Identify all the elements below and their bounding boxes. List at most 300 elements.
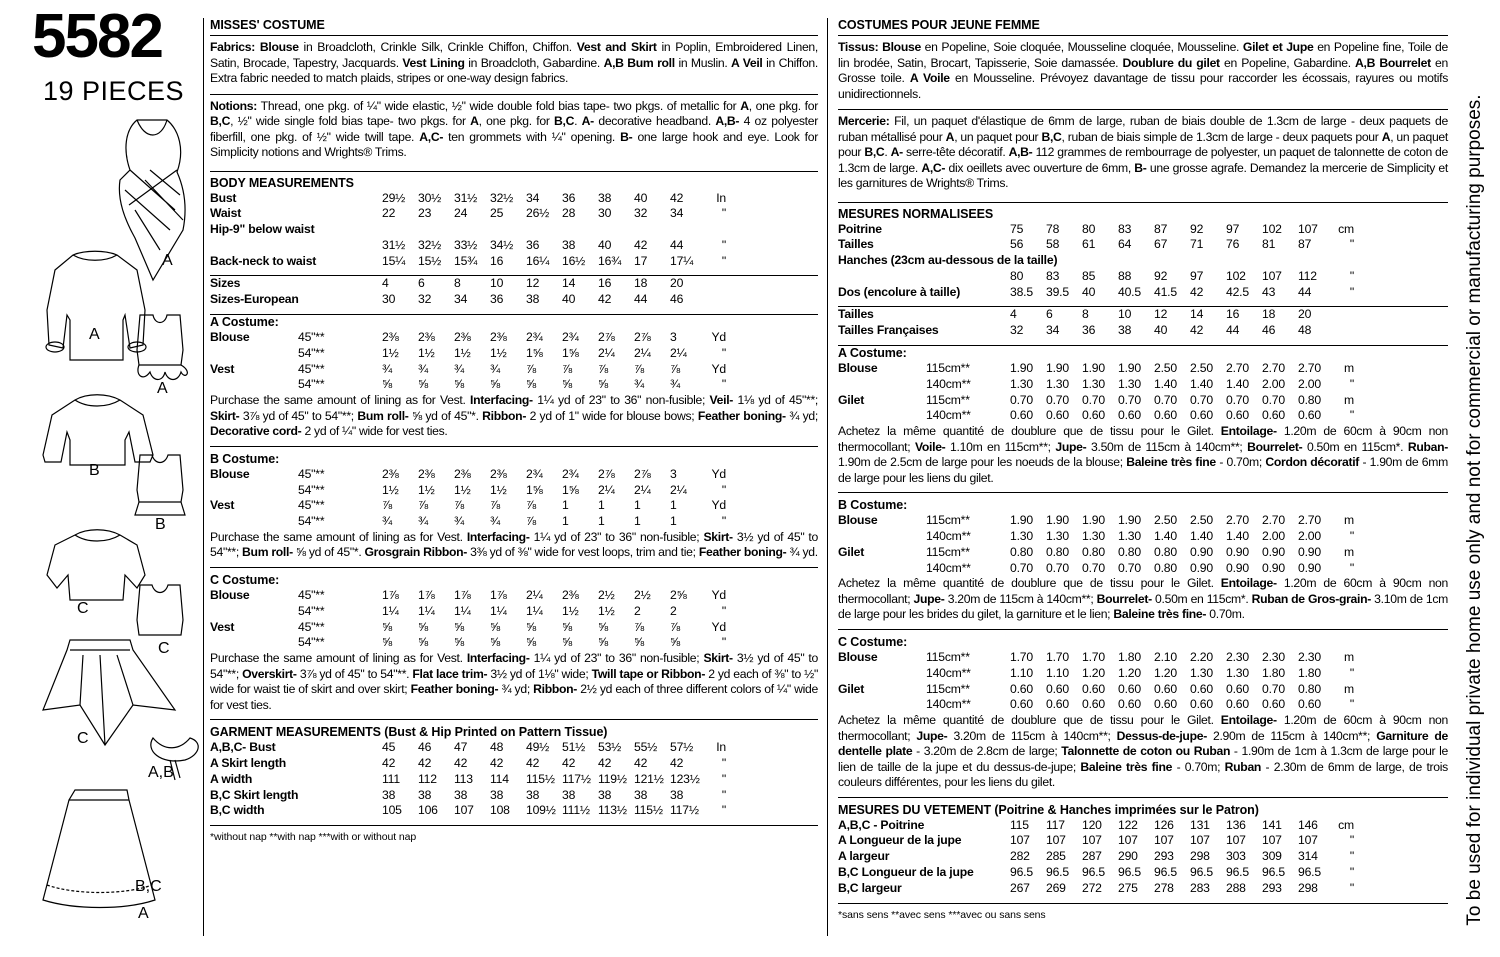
row-label — [838, 269, 1038, 285]
bust-row — [838, 222, 1448, 238]
costume-a-section — [210, 315, 818, 440]
table-cell: 0.80 — [1154, 544, 1177, 559]
table-cell: ⅝ — [526, 635, 536, 650]
table-cell: 32½ — [490, 190, 514, 205]
table-cell: 107 — [1298, 833, 1318, 848]
table-cell: 109½ — [526, 803, 556, 818]
table-cell: 38 — [526, 292, 540, 307]
table-cell: ⅞ — [634, 361, 644, 376]
table-cell: 0.70 — [1262, 681, 1285, 696]
unit-label: " — [721, 514, 726, 529]
table-cell: 2.50 — [1190, 513, 1213, 528]
fabrics-paragraph — [838, 40, 1448, 102]
body-text: Achetez la même quantité de doublure que de tissu pour le Gilet. — [838, 424, 1221, 439]
emphasis-text: A — [1381, 129, 1391, 144]
table-cell: 0.70 — [1118, 392, 1141, 407]
emphasis-text: A Veil — [731, 55, 763, 70]
unit-label: " — [1349, 849, 1354, 864]
table-cell: 111 — [382, 771, 400, 786]
row-label: A largeur — [838, 849, 890, 864]
emphasis-text: Jupe- — [913, 591, 945, 606]
table-cell: 30 — [382, 292, 396, 307]
table-cell: 14 — [562, 276, 576, 291]
table-cell: 2⅞ — [598, 330, 615, 345]
table-cell: 107 — [1118, 833, 1138, 848]
table-cell: 55½ — [634, 740, 658, 755]
table-cell: 83 — [1118, 221, 1132, 236]
table-cell: 0.80 — [1298, 681, 1321, 696]
table-cell: 44 — [1298, 284, 1312, 299]
body-text: serre-tête décoratif. — [902, 145, 1009, 159]
table-cell: 43 — [1262, 284, 1276, 299]
table-cell: 0.60 — [1262, 697, 1285, 712]
table-cell: 1.30 — [1046, 376, 1069, 391]
french-pane — [838, 18, 1448, 922]
body-text: ⅝ yd of 45"*. — [292, 545, 365, 560]
row-values — [1010, 561, 1354, 577]
row-values — [382, 483, 726, 499]
body-text: ten grommets with ¼" opening. — [443, 129, 621, 144]
emphasis-text: Ruban — [1224, 759, 1262, 774]
row-label: Vest — [210, 498, 235, 513]
garment-row — [210, 803, 818, 819]
table-cell: 2.50 — [1154, 361, 1177, 376]
waist-row — [838, 237, 1448, 253]
table-cell: 18 — [634, 276, 648, 291]
garment-row — [210, 756, 818, 772]
table-cell: ⅝ — [418, 619, 428, 634]
emphasis-text: A Voile — [909, 71, 950, 85]
table-cell: 76 — [1226, 237, 1240, 252]
table-cell: 40 — [634, 190, 648, 205]
emphasis-text: Bourrelet- — [1247, 439, 1303, 454]
table-cell: ¾ — [418, 361, 428, 376]
costume-notes — [838, 424, 1448, 486]
fabric-width: 54"** — [298, 603, 325, 618]
costume-notes — [210, 651, 818, 713]
table-cell: 2.30 — [1226, 649, 1249, 664]
body-measurements-table — [210, 191, 818, 270]
table-cell: 2¼ — [670, 482, 687, 497]
table-cell: 0.60 — [1154, 697, 1177, 712]
emphasis-text: A- — [581, 114, 594, 128]
table-cell: ⅞ — [526, 514, 536, 529]
table-cell: 1¼ — [418, 603, 435, 618]
emphasis-text: A,C- — [419, 129, 444, 144]
table-cell: 96.5 — [1262, 865, 1285, 880]
emphasis-text: Ribbon- — [482, 408, 527, 423]
emphasis-text: Interfacing- — [466, 529, 530, 544]
table-cell: 1.90 — [1118, 361, 1141, 376]
table-cell: 2⅜ — [490, 466, 507, 481]
yardage-row — [210, 330, 818, 346]
row-label: Sizes-European — [210, 292, 299, 307]
table-cell: 0.60 — [1010, 408, 1033, 423]
table-cell: 96.5 — [1046, 865, 1069, 880]
emphasis-text: A — [945, 129, 955, 144]
table-cell: 2.30 — [1298, 649, 1321, 664]
vest-b-illustration — [135, 455, 185, 515]
yardage-row — [210, 362, 818, 378]
table-cell: ⅝ — [382, 635, 392, 650]
table-cell: 0.70 — [1046, 392, 1069, 407]
table-cell: 283 — [1190, 880, 1210, 895]
table-cell: 23 — [418, 206, 432, 221]
table-cell: 0.60 — [1226, 697, 1249, 712]
emphasis-text: Flat lace trim- — [412, 666, 488, 681]
table-cell: 0.70 — [1046, 560, 1069, 575]
table-cell: ⅝ — [382, 619, 392, 634]
table-cell: 2.00 — [1298, 529, 1321, 544]
table-cell: 18 — [1262, 307, 1276, 322]
row-label: Poitrine — [838, 221, 882, 236]
body-text: in Broadcloth, Crinkle Silk, Crinkle Chiffon, Chiffon. — [298, 40, 577, 54]
fabric-width: 45"** — [298, 361, 325, 376]
table-cell: 136 — [1226, 817, 1246, 832]
emphasis-text: Baleine très fine — [1080, 759, 1173, 774]
row-values — [1010, 307, 1334, 323]
garment-row — [838, 881, 1448, 897]
row-values — [382, 740, 726, 756]
table-cell: 40 — [1082, 284, 1096, 299]
table-cell: 1.90 — [1118, 513, 1141, 528]
emphasis-text: A — [470, 114, 479, 128]
body-text: 3.50m de 115cm à 140cm**; — [1086, 439, 1248, 454]
table-cell: 17 — [634, 253, 648, 268]
table-cell: 30½ — [418, 190, 442, 205]
table-cell: ⅝ — [598, 619, 608, 634]
hip-label-row — [838, 253, 1448, 269]
fabric-width: 115cm** — [926, 649, 970, 664]
table-cell: 146 — [1298, 817, 1318, 832]
table-cell: 2.50 — [1154, 513, 1177, 528]
table-cell: 2.50 — [1190, 361, 1213, 376]
row-values — [382, 377, 726, 393]
table-cell: 1½ — [562, 603, 579, 618]
fabric-width: 140cm** — [926, 529, 971, 544]
emphasis-text: Entoilage- — [1220, 713, 1277, 728]
emphasis-text: Skirt- — [210, 408, 240, 423]
label-skirt-a: A — [138, 905, 149, 922]
unit-label: " — [1349, 697, 1354, 712]
table-cell: 42 — [670, 190, 684, 205]
table-cell: 64 — [1118, 237, 1132, 252]
row-label — [210, 346, 298, 362]
table-cell: 131 — [1190, 817, 1210, 832]
yardage-row — [838, 682, 1448, 698]
garment-row — [210, 788, 818, 804]
table-cell: 107 — [1298, 221, 1318, 236]
table-cell: 2.00 — [1262, 376, 1285, 391]
fabric-width: 115cm** — [926, 544, 970, 559]
table-cell: 24 — [454, 206, 468, 221]
row-label: Blouse — [210, 330, 250, 345]
body-text: Purchase the same amount of lining as for Vest. — [210, 393, 471, 408]
table-cell: 1.40 — [1190, 376, 1213, 391]
table-cell: 107 — [1154, 833, 1174, 848]
table-cell: 2⅞ — [598, 466, 615, 481]
costume-a-section — [838, 346, 1448, 486]
table-cell: 8 — [454, 276, 461, 291]
table-cell: 46 — [670, 292, 684, 307]
table-cell: ¾ — [634, 377, 644, 392]
table-cell: 36 — [562, 190, 576, 205]
table-cell: 2.70 — [1298, 513, 1321, 528]
row-label — [210, 483, 298, 499]
table-cell: 107 — [1082, 833, 1102, 848]
table-cell: 120 — [1082, 817, 1102, 832]
table-cell: 61 — [1082, 237, 1096, 252]
table-cell: 1.40 — [1190, 529, 1213, 544]
row-values — [1010, 833, 1354, 849]
unit-label: Yd — [711, 619, 726, 634]
table-cell: 57½ — [670, 740, 694, 755]
table-cell: 31½ — [382, 237, 406, 252]
table-cell: 1.80 — [1298, 665, 1321, 680]
table-cell: 2¼ — [634, 482, 651, 497]
table-cell: 0.60 — [1226, 681, 1249, 696]
table-cell: ⅝ — [562, 635, 572, 650]
fabric-width: 54"** — [298, 635, 325, 650]
row-label: Blouse — [210, 587, 250, 602]
emphasis-text: Bourrelet- — [1096, 591, 1152, 606]
table-cell: 36 — [490, 292, 504, 307]
table-cell: ¾ — [490, 361, 500, 376]
body-text: 0.50m en 115cm*. — [1151, 591, 1252, 606]
table-cell: 15¼ — [382, 253, 406, 268]
table-cell: 1.40 — [1226, 529, 1249, 544]
table-cell: 16 — [490, 253, 504, 268]
yardage-row — [210, 604, 818, 620]
table-cell: 1.20 — [1118, 665, 1141, 680]
row-values — [382, 604, 726, 620]
row-label: Vest — [210, 619, 235, 634]
section-rule — [210, 94, 818, 95]
emphasis-text: Entoilage- — [1220, 576, 1277, 591]
body-text: Achetez la même quantité de doublure que de tissu pour le Gilet. — [838, 576, 1221, 591]
body-text: one large hook and eye. Look for Simplicity notions and Wrights® Trims. — [210, 129, 818, 159]
garment-row — [210, 740, 818, 756]
table-cell: 0.60 — [1190, 681, 1213, 696]
row-values — [382, 498, 726, 514]
table-cell: 38 — [562, 237, 576, 252]
body-text: dix oeillets avec ouverture de 6mm, — [945, 160, 1135, 175]
table-cell: 12 — [1154, 307, 1168, 322]
table-cell: 1⅝ — [562, 345, 579, 360]
emphasis-text: A — [740, 98, 749, 113]
body-text: 3½ yd of 45" to 54"**; — [210, 529, 818, 560]
table-cell: 112 — [1298, 268, 1317, 283]
table-cell: 115 — [1010, 817, 1029, 832]
row-label: Gilet — [838, 681, 865, 696]
row-label: Blouse — [210, 466, 250, 481]
table-cell: 2¼ — [634, 345, 651, 360]
row-values — [382, 362, 726, 378]
table-cell: 96.5 — [1154, 865, 1177, 880]
table-cell: 1.30 — [1118, 376, 1141, 391]
table-cell: 121½ — [634, 771, 664, 786]
table-cell: 1 — [562, 514, 569, 529]
table-cell: 46 — [418, 740, 432, 755]
label-veil-a: A — [162, 252, 173, 269]
table-cell: 269 — [1046, 880, 1066, 895]
sizes-table — [838, 307, 1448, 339]
table-cell: 42 — [598, 755, 612, 770]
table-cell: 2.70 — [1226, 513, 1249, 528]
emphasis-text: Fabrics: Blouse — [210, 40, 299, 54]
garment-row — [838, 818, 1448, 834]
table-cell: 0.80 — [1010, 544, 1033, 559]
emphasis-text: Voile- — [914, 439, 946, 454]
body-text: 1.10m en 115cm**; — [945, 439, 1056, 454]
garment-row — [838, 849, 1448, 865]
body-text: Thread, one pkg. of ¼" wide elastic, ½" wide double fold bias tape- two pkgs. of metallic for — [257, 98, 741, 113]
emphasis-text: Gilet et Jupe — [1242, 40, 1314, 54]
row-label: Blouse — [838, 361, 878, 376]
section-rule — [210, 825, 818, 826]
row-label: Tailles — [838, 237, 874, 252]
section-rule — [210, 171, 818, 172]
table-cell: 87 — [1154, 221, 1168, 236]
sizes-european-row — [210, 292, 818, 308]
table-cell: 1.10 — [1046, 665, 1069, 680]
table-cell: 38 — [598, 190, 612, 205]
body-measurements-table — [838, 222, 1448, 301]
table-cell: 107 — [1010, 833, 1030, 848]
row-values — [382, 292, 706, 308]
table-cell: 31½ — [454, 190, 478, 205]
body-text: in Chiffon. Extra fabric needed to match plaids, stripes or one-way design fabrics. — [210, 55, 818, 85]
row-values — [1010, 545, 1354, 561]
table-cell: 2⅜ — [418, 466, 435, 481]
table-cell: 0.60 — [1118, 408, 1141, 423]
garment-row — [838, 833, 1448, 849]
table-cell: 0.70 — [1082, 560, 1105, 575]
table-cell: 32 — [634, 206, 648, 221]
table-cell: 2⅜ — [562, 587, 579, 602]
table-cell: 102 — [1262, 221, 1282, 236]
unit-label: Yd — [711, 361, 726, 376]
unit-label: Yd — [711, 587, 726, 602]
table-cell: 67 — [1154, 237, 1168, 252]
row-label: Gilet — [838, 544, 865, 559]
table-cell: 2⅜ — [382, 466, 399, 481]
row-values — [382, 330, 726, 346]
row-values — [382, 276, 706, 292]
body-text: , un paquet pour — [838, 129, 1448, 159]
emphasis-text: Mercerie: — [838, 114, 890, 128]
body-text: 4 oz polyester fiberfill, one pkg. of ½" wide twill tape. — [210, 114, 818, 144]
table-cell: 298 — [1190, 849, 1210, 864]
footnote: *sans sens **avec sens ***avec ou sans sens — [838, 908, 1046, 921]
table-cell: 38 — [418, 787, 432, 802]
table-cell: 46 — [1262, 323, 1276, 338]
row-values — [382, 756, 726, 772]
table-cell: 15½ — [418, 253, 442, 268]
unit-label: cm — [1338, 817, 1354, 832]
table-cell: 293 — [1154, 849, 1174, 864]
blouse-b-illustration — [43, 395, 153, 465]
unit-label: " — [721, 377, 726, 392]
row-label: Hip-9" below waist — [210, 222, 315, 237]
costume-title: C Costume: — [838, 634, 908, 649]
costume-title: B Costume: — [210, 451, 280, 466]
table-cell: 275 — [1118, 880, 1138, 895]
table-cell: ⅝ — [454, 635, 464, 650]
table-cell: 2¾ — [562, 330, 579, 345]
body-text: . — [884, 145, 891, 159]
label-vest-c: C — [158, 640, 170, 657]
yardage-row — [210, 620, 818, 636]
table-cell: 97 — [1190, 268, 1204, 283]
row-label: A width — [210, 771, 253, 786]
costume-notes — [838, 713, 1448, 791]
table-cell: 1.40 — [1226, 376, 1249, 391]
table-cell: 2.30 — [1262, 649, 1285, 664]
table-cell: 119½ — [598, 771, 627, 786]
table-cell: 29½ — [382, 190, 406, 205]
row-label: Back-neck to waist — [210, 253, 317, 268]
row-label: Blouse — [838, 649, 878, 664]
table-cell: 1¼ — [526, 603, 543, 618]
table-cell: 92 — [1154, 268, 1168, 283]
row-values — [382, 788, 726, 804]
body-text: ¾ yd. — [786, 545, 818, 560]
vest-c-illustration — [137, 585, 183, 635]
footnote: *without nap **with nap ***with or without nap — [210, 831, 417, 844]
table-cell: 20 — [1298, 307, 1312, 322]
body-text: en Popeline, Soie cloquée, Mousseline cloquée, Mousseline. — [920, 40, 1243, 54]
unit-label: m — [1344, 544, 1354, 559]
row-label — [838, 561, 926, 577]
row-values — [382, 620, 726, 636]
body-text: 1.20m de 60cm à 90cm non thermocollant; — [838, 576, 1448, 606]
table-cell: 42 — [526, 755, 540, 770]
table-cell: 0.60 — [1010, 681, 1033, 696]
table-cell: 8 — [1082, 307, 1089, 322]
unit-label: " — [1349, 529, 1354, 544]
table-cell: 1⅞ — [490, 587, 507, 602]
table-cell: 1½ — [418, 482, 435, 497]
table-cell: 1.70 — [1046, 649, 1069, 664]
body-text: 2 yd of ¼" wide for vest ties. — [301, 424, 448, 439]
center-divider — [827, 18, 828, 936]
costume-title: A Costume: — [838, 346, 907, 361]
table-cell: 38 — [562, 787, 576, 802]
body-text: 3.20m de 115cm à 140cm**; — [944, 591, 1097, 606]
unit-label: " — [721, 635, 726, 650]
emphasis-text: B,C — [554, 114, 575, 128]
emphasis-text: Veil- — [709, 393, 734, 408]
row-values — [382, 803, 726, 819]
table-cell: 42 — [454, 755, 468, 770]
emphasis-text: Baleine très fine — [1126, 455, 1216, 470]
label-skirt-bc: B,C — [135, 878, 162, 895]
table-cell: ⅝ — [598, 635, 608, 650]
body-text: - 3.20m de 2.8cm de large; — [912, 744, 1062, 759]
table-cell: 1½ — [454, 345, 471, 360]
table-cell: 278 — [1154, 880, 1174, 895]
emphasis-text: Twill tape or Ribbon- — [591, 666, 706, 681]
row-label: B,C Skirt length — [210, 787, 299, 802]
body-text: 2.90m de 115cm à 140cm**; — [1206, 728, 1377, 743]
emphasis-text: B- — [1134, 160, 1147, 175]
table-cell: 20 — [670, 276, 684, 291]
unit-label: Yd — [711, 466, 726, 481]
body-text: ¾ yd; — [498, 682, 534, 697]
table-cell: 97 — [1226, 221, 1240, 236]
table-cell: 293 — [1262, 880, 1282, 895]
